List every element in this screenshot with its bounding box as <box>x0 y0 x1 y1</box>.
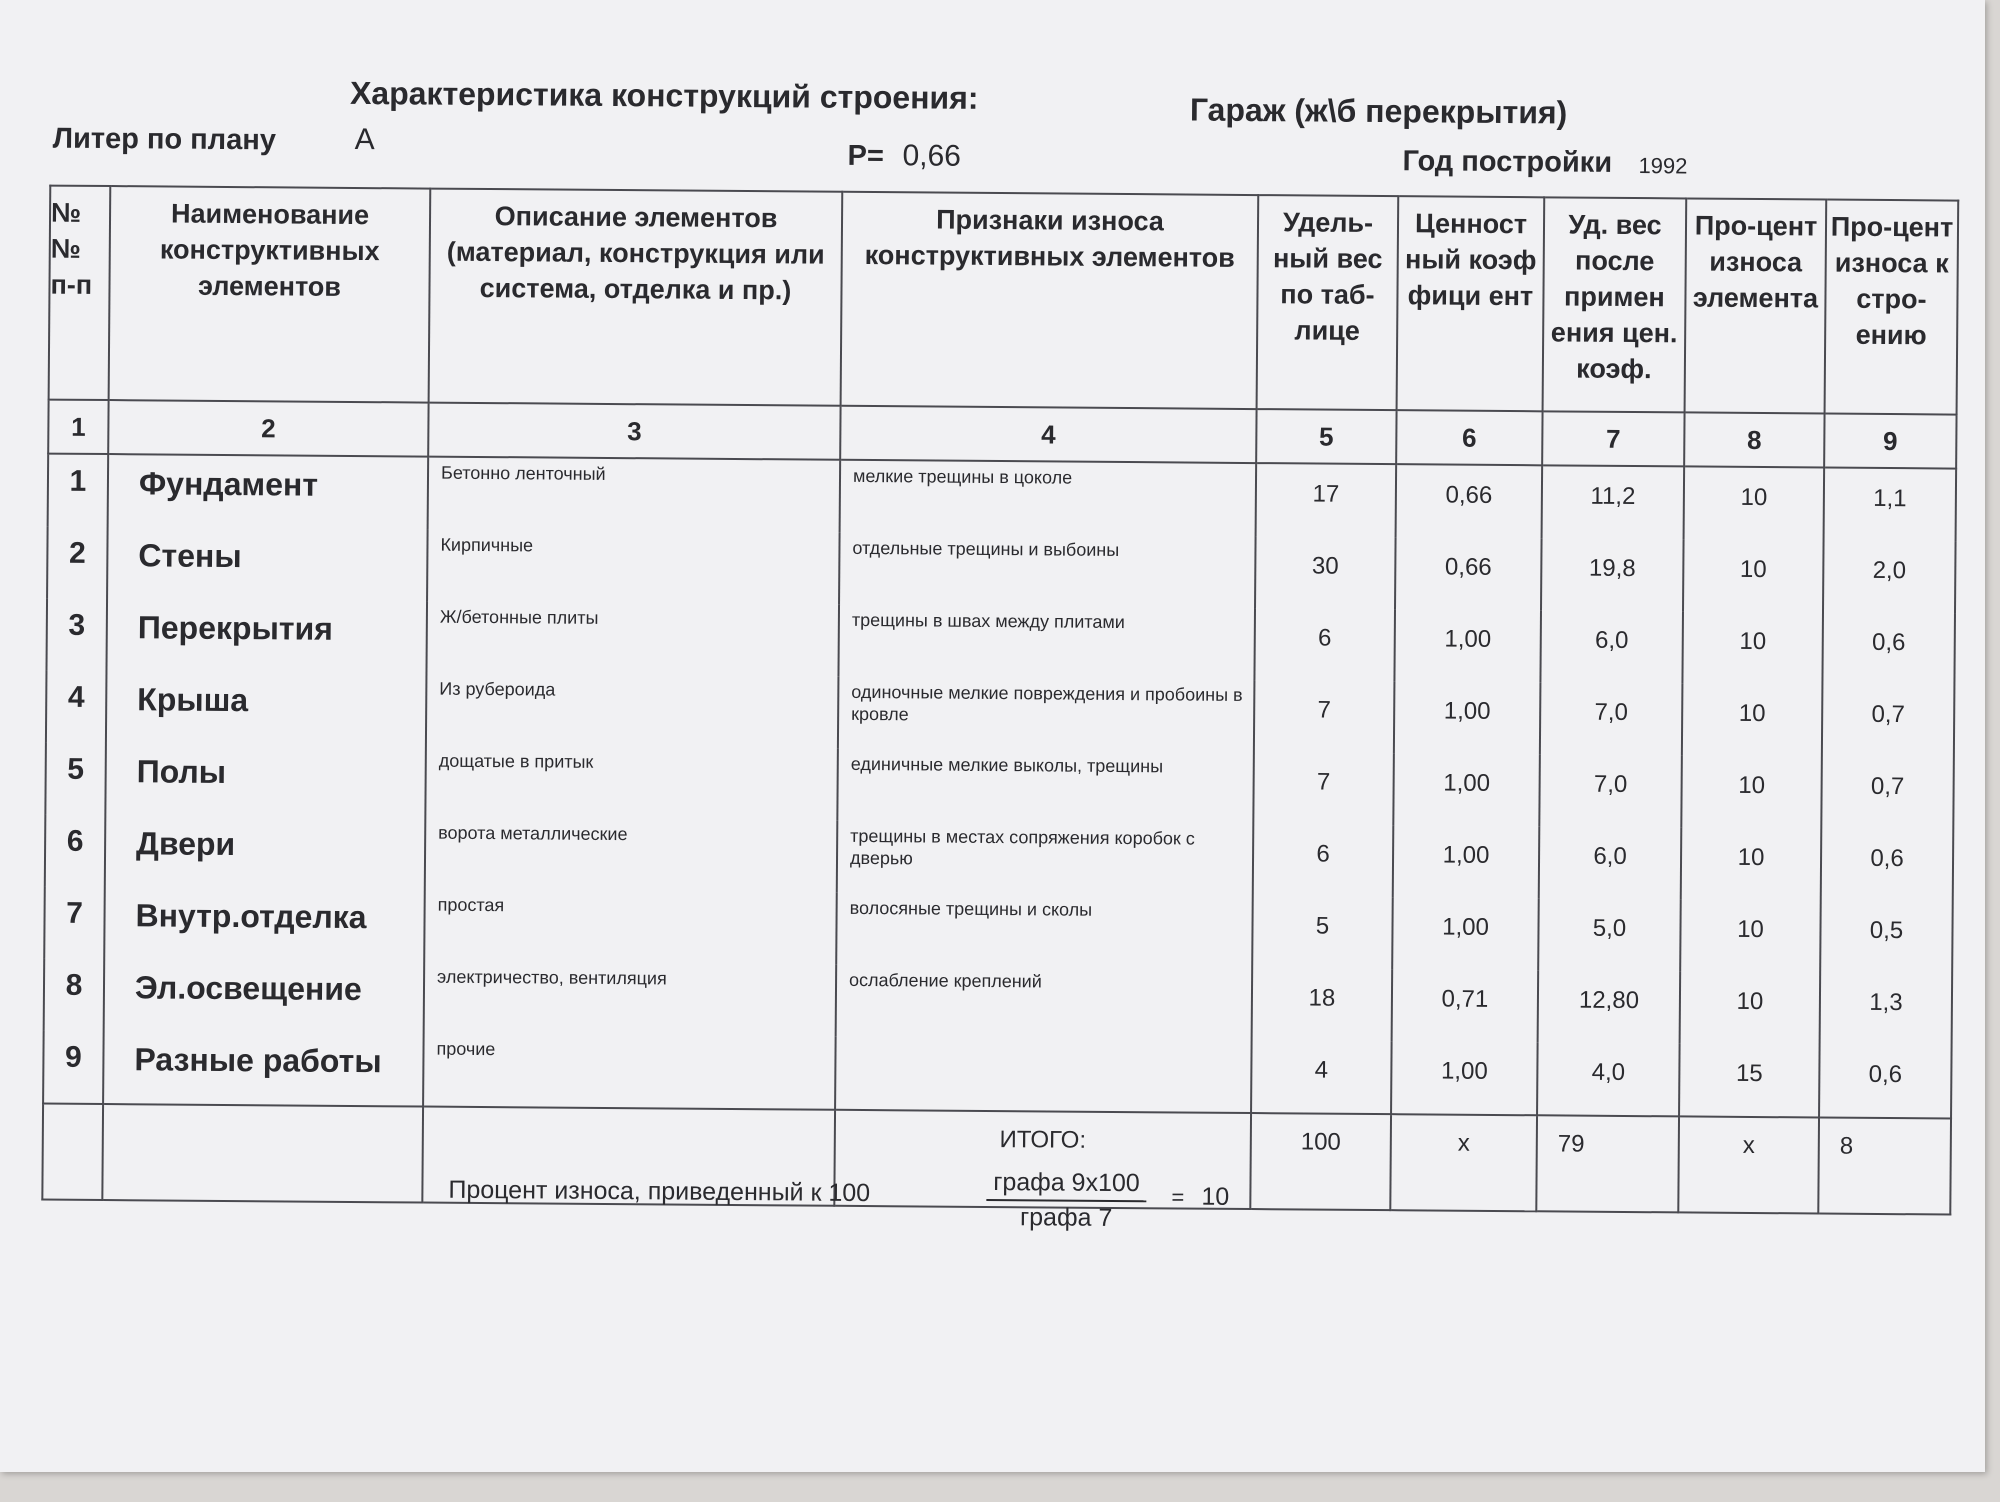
total-wear-building: 8 <box>1818 1118 1951 1215</box>
element-name: Крыша <box>106 671 427 746</box>
element-name: Эл.освещение <box>104 959 425 1034</box>
total-weight-after: 79 <box>1536 1115 1679 1212</box>
element-name: Фундамент <box>108 454 429 530</box>
value-coefficient: 0,66 <box>1395 537 1542 610</box>
wear-signs: одиночные мелкие повреждения и пробоины в кровле <box>838 677 1255 752</box>
weight-after-coefficient: 7,0 <box>1539 754 1682 827</box>
column-number: 3 <box>428 403 840 460</box>
liter-value: А <box>354 122 375 157</box>
header-c8: Про-цент износа элемента <box>1685 198 1827 413</box>
wear-percent-element: 15 <box>1679 1043 1820 1117</box>
header-c6: Ценност ный коэф фици ент <box>1397 196 1545 411</box>
value-coefficient: 1,00 <box>1392 897 1539 970</box>
wear-signs <box>835 1037 1252 1113</box>
element-description: электричество, вентиляция <box>424 962 837 1037</box>
wear-percent-element: 10 <box>1681 827 1822 900</box>
header-c9: Про-цент износа к стро-ению <box>1825 200 1959 415</box>
value-coefficient: 1,00 <box>1391 1041 1538 1115</box>
wear-signs: ослабление креплений <box>836 965 1253 1040</box>
element-name: Полы <box>105 743 426 818</box>
column-number: 1 <box>48 400 108 454</box>
element-name: Двери <box>105 815 426 890</box>
element-description: простая <box>424 890 837 965</box>
total-weight: 100 <box>1250 1113 1391 1210</box>
wear-percent-element: 10 <box>1682 683 1823 756</box>
row-number: 1 <box>48 454 109 527</box>
specific-weight: 18 <box>1252 968 1393 1041</box>
row-number: 8 <box>44 959 105 1031</box>
wear-signs: волосяные трещины и сколы <box>836 893 1253 968</box>
wear-percent-building: 0,6 <box>1819 1045 1952 1119</box>
wear-signs: трещины в швах между плитами <box>838 605 1255 680</box>
wear-signs: трещины в местах сопряжения коробок с дверью <box>837 821 1254 896</box>
column-number: 6 <box>1396 410 1542 465</box>
element-description: прочие <box>423 1034 836 1110</box>
weight-after-coefficient: 6,0 <box>1540 610 1683 683</box>
specific-weight: 4 <box>1251 1040 1392 1114</box>
specific-weight: 5 <box>1252 896 1393 969</box>
specific-weight: 17 <box>1256 463 1397 537</box>
row-number: 3 <box>46 599 107 671</box>
weight-after-coefficient: 12,80 <box>1538 970 1681 1043</box>
element-description: Ж/бетонные плиты <box>426 602 839 677</box>
row-number: 9 <box>43 1031 104 1104</box>
total-empty <box>102 1104 423 1203</box>
element-description: Из рубероида <box>426 674 839 749</box>
elements-table <box>41 185 1959 1216</box>
footer-fraction <box>986 1168 1146 1233</box>
specific-weight: 6 <box>1254 608 1395 681</box>
fraction-denominator: графа 7 <box>1019 1203 1113 1232</box>
wear-percent-element: 10 <box>1682 611 1823 684</box>
column-number: 8 <box>1684 412 1824 467</box>
element-description: ворота металлические <box>425 818 838 893</box>
element-name: Стены <box>107 527 428 602</box>
wear-percent-building: 0,6 <box>1822 613 1955 686</box>
wear-percent-element: 10 <box>1680 899 1821 972</box>
specific-weight: 6 <box>1253 824 1394 897</box>
element-description: Кирпичные <box>427 530 840 605</box>
element-description: Бетонно ленточный <box>428 457 841 533</box>
header-c3: Описание элементов (материал, конструкция или система, отделка и пр.) <box>429 189 843 406</box>
weight-after-coefficient: 19,8 <box>1541 538 1684 611</box>
row-number: 2 <box>47 527 108 599</box>
column-number: 9 <box>1824 414 1956 469</box>
wear-percent-element: 10 <box>1684 466 1825 540</box>
header-c7: Уд. вес после примен ения цен. коэф. <box>1543 197 1687 412</box>
column-number: 4 <box>840 406 1256 463</box>
weight-after-coefficient: 4,0 <box>1537 1042 1680 1116</box>
element-name: Внутр.отделка <box>104 887 425 962</box>
specific-weight: 30 <box>1255 536 1396 609</box>
year-label: Год постройки <box>1402 145 1613 179</box>
wear-signs: отдельные трещины и выбоины <box>839 533 1256 608</box>
table-header-row <box>49 186 1959 415</box>
document-title: Характеристика конструкций строения: <box>349 74 979 116</box>
footer-result: 10 <box>1201 1182 1230 1211</box>
building-name: Гараж (ж\б перекрытия) <box>1189 91 1568 131</box>
total-wear-element: х <box>1678 1116 1819 1213</box>
year-value: 1992 <box>1638 153 1688 179</box>
element-name: Разные работы <box>103 1031 424 1107</box>
wear-percent-element: 10 <box>1683 539 1824 612</box>
liter-label: Литер по плану <box>52 122 277 157</box>
value-coefficient: 1,00 <box>1394 681 1541 754</box>
total-label: ИТОГО: <box>834 1110 1251 1209</box>
fraction-numerator: графа 9х100 <box>986 1168 1146 1202</box>
element-description: дощатые в притык <box>425 746 838 821</box>
value-coefficient: 1,00 <box>1393 753 1540 826</box>
element-name: Перекрытия <box>106 599 427 674</box>
row-number: 4 <box>46 671 107 743</box>
value-coefficient: 0,66 <box>1396 464 1543 538</box>
value-coefficient: 0,71 <box>1392 969 1539 1042</box>
wear-percent-building: 2,0 <box>1823 541 1956 614</box>
wear-percent-element: 10 <box>1681 755 1822 828</box>
header-c5: Удель-ный вес по таб-лице <box>1257 195 1399 410</box>
row-number: 5 <box>45 743 106 815</box>
table-body <box>43 454 1956 1119</box>
equals-sign: = <box>1171 1184 1185 1210</box>
wear-percent-building: 1,3 <box>1820 973 1953 1046</box>
wear-percent-building: 0,7 <box>1821 757 1954 830</box>
header-c1: №№ п-п <box>49 186 111 400</box>
weight-after-coefficient: 11,2 <box>1542 465 1685 539</box>
total-coef: х <box>1390 1114 1537 1211</box>
column-number: 2 <box>108 400 428 457</box>
weight-after-coefficient: 5,0 <box>1538 898 1681 971</box>
value-coefficient: 1,00 <box>1394 609 1541 682</box>
wear-percent-building: 1,1 <box>1824 468 1957 542</box>
wear-percent-element: 10 <box>1680 971 1821 1044</box>
header-c2: Наименование конструктивных элементов <box>109 186 431 403</box>
total-empty <box>42 1104 103 1200</box>
column-number: 5 <box>1256 409 1396 464</box>
wear-percent-building: 0,7 <box>1822 685 1955 758</box>
row-number: 7 <box>44 887 105 959</box>
wear-percent-building: 0,5 <box>1820 901 1953 974</box>
wear-percent-building: 0,6 <box>1821 829 1954 902</box>
specific-weight: 7 <box>1253 752 1394 825</box>
specific-weight: 7 <box>1254 680 1395 753</box>
column-number: 7 <box>1542 411 1684 466</box>
weight-after-coefficient: 6,0 <box>1539 826 1682 899</box>
p-value: 0,66 <box>902 139 962 173</box>
value-coefficient: 1,00 <box>1393 825 1540 898</box>
weight-after-coefficient: 7,0 <box>1540 682 1683 755</box>
footer-text: Процент износа, приведенный к 100 <box>448 1175 871 1208</box>
p-label: Р= <box>847 139 884 173</box>
row-number: 6 <box>45 815 106 887</box>
wear-signs: единичные мелкие выколы, трещины <box>837 749 1254 824</box>
wear-signs: мелкие трещины в цоколе <box>840 460 1257 536</box>
header-c4: Признаки износа конструктивных элементов <box>841 192 1259 409</box>
